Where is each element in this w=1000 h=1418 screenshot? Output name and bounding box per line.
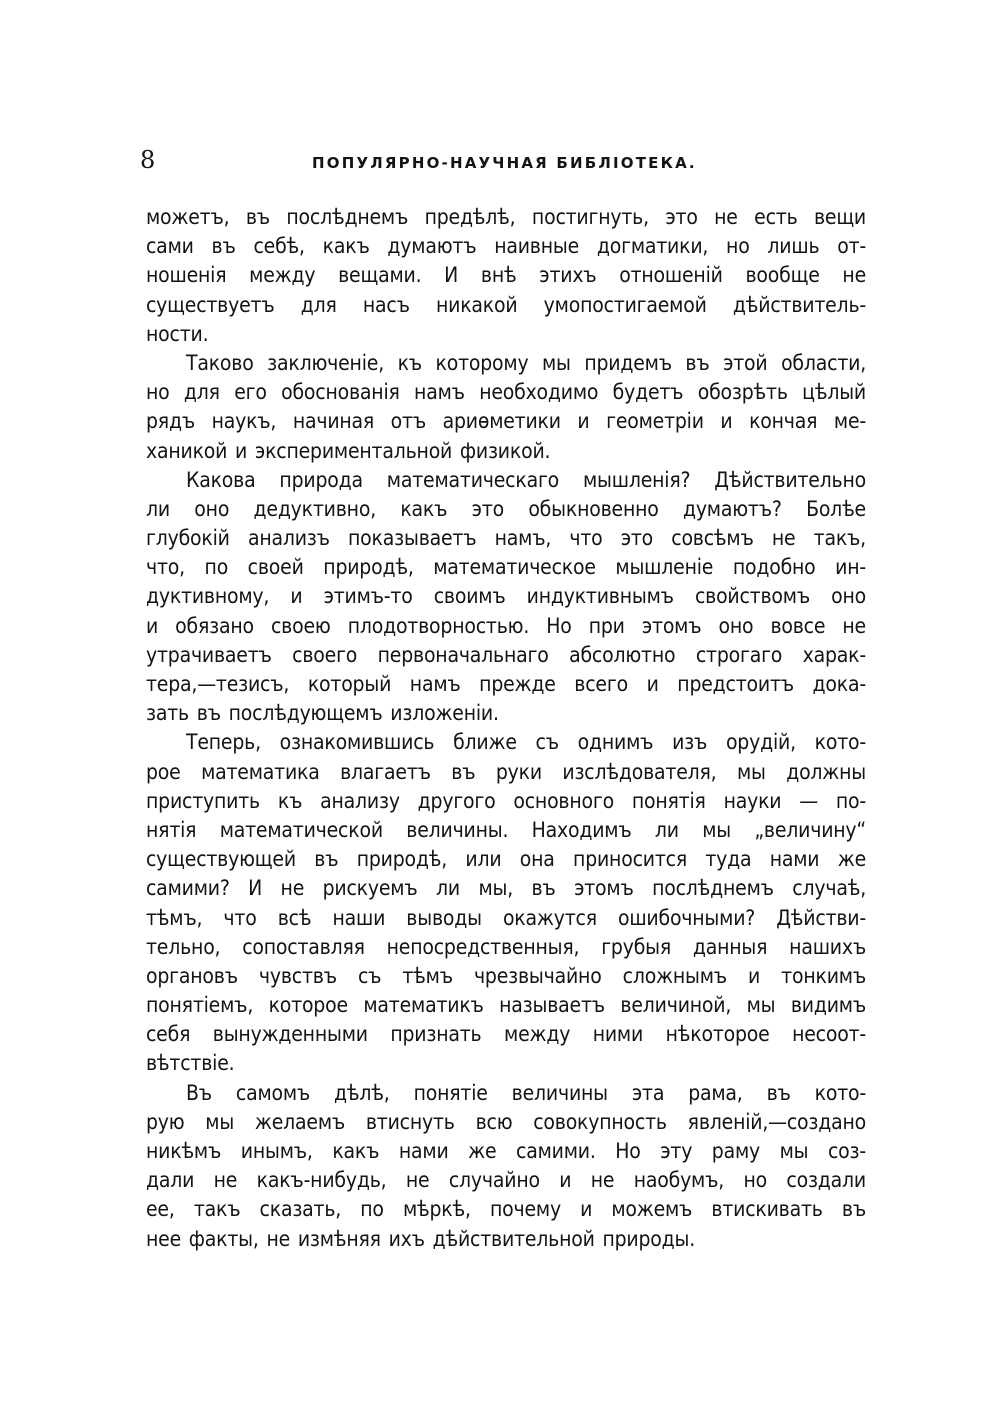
text-line: рядъ наукъ, начиная отъ ариѳметики и геометріи и кончая ме- [146,409,866,434]
text-line: ношенія между вещами. И внѣ этихъ отношеній вообще не [146,263,866,288]
text-line: ханикой и экспериментальной физикой. [146,438,551,463]
text-line: существующей въ природѣ, или она приносится туда нами же [146,847,866,872]
page-number: 8 [140,146,156,174]
text-line: самими? И не рискуемъ ли мы, въ этомъ послѣднемъ случаѣ, [146,876,866,901]
text-line: тѣмъ, что всѣ наши выводы окажутся ошибочными? Дѣйстви- [146,905,866,930]
text-line: ее, такъ сказать, по мѣркѣ, почему и можемъ втискивать въ [146,1197,866,1222]
text-line: нятія математической величины. Находимъ ли мы „величину“ [146,817,866,842]
text-line: Въ самомъ дѣлѣ, понятіе величины эта рама, въ кото- [186,1080,866,1105]
text-line: но для его обоснованія намъ необходимо будетъ обозрѣть цѣлый [146,380,866,405]
text-line: зать въ послѣдующемъ изложеніи. [146,701,499,726]
paragraph-5 [146,1079,866,1254]
text-line: ли оно дедуктивно, какъ это обыкновенно думаютъ? Болѣе [146,496,866,521]
text-line: нее факты, не измѣняя ихъ дѣйствительной природы. [146,1226,696,1251]
text-line: тера,—тезисъ, который намъ прежде всего и предстоитъ дока- [146,672,866,696]
text-line: рое математика влагаетъ въ руки изслѣдователя, мы должны [146,759,866,784]
text-line: и обязано своею плодотворностью. Но при этомъ оно вовсе не [146,613,866,638]
paragraph-1 [146,203,866,349]
text-line: можетъ, въ послѣднемъ предѣлѣ, постигнуть, это не есть вещи [146,205,866,229]
text-line: Какова природа математическаго мышленія? Дѣйствительно [186,467,866,492]
text-line: существуетъ для насъ никакой умопостигаемой дѣйствитель- [146,292,866,317]
text-line: дали не какъ-нибудь, не случайно и не наобумъ, но создали [146,1168,866,1193]
text-line: утрачиваетъ своего первоначальнаго абсолютно строгаго харак- [146,642,866,667]
running-title: ПОПУЛЯРНО-НАУЧНАЯ БИБЛІОТЕКА. [312,154,697,172]
text-line: органовъ чувствъ съ тѣмъ чрезвычайно сложнымъ и тонкимъ [146,963,866,988]
body-text [146,203,866,1254]
text-line: глубокій анализъ показываетъ намъ, что это совсѣмъ не такъ, [146,526,866,551]
text-line: тельно, сопоставляя непосредственныя, грубыя данныя нашихъ [146,934,866,959]
text-line: Таково заключеніе, къ которому мы придемъ въ этой области, [186,350,866,375]
text-line: рую мы желаемъ втиснуть всю совокупность явленій,—создано [146,1109,866,1134]
text-line: понятіемъ, которое математикъ называетъ величиной, мы видимъ [146,993,866,1018]
text-line: никѣмъ инымъ, какъ нами же самими. Но эту раму мы соз- [146,1139,866,1163]
text-line: Теперь, ознакомившись ближе съ однимъ изъ орудій, кото- [186,730,866,755]
text-line: вѣтствіе. [146,1051,235,1076]
text-line: ности. [146,321,209,346]
text-line: приступить къ анализу другого основного понятія науки — по- [146,788,866,813]
paragraph-4 [146,728,866,1078]
paragraph-2 [146,349,866,466]
paragraph-3 [146,466,866,729]
text-line: сами въ себѣ, какъ думаютъ наивные догматики, но лишь от- [146,234,866,259]
text-line: что, по своей природѣ, математическое мышленіе подобно ин- [146,555,866,580]
text-line: дуктивному, и этимъ-то своимъ индуктивнымъ свойствомъ оно [146,584,866,609]
text-line: себя вынужденными признать между ними нѣкоторое несоот- [146,1022,866,1047]
